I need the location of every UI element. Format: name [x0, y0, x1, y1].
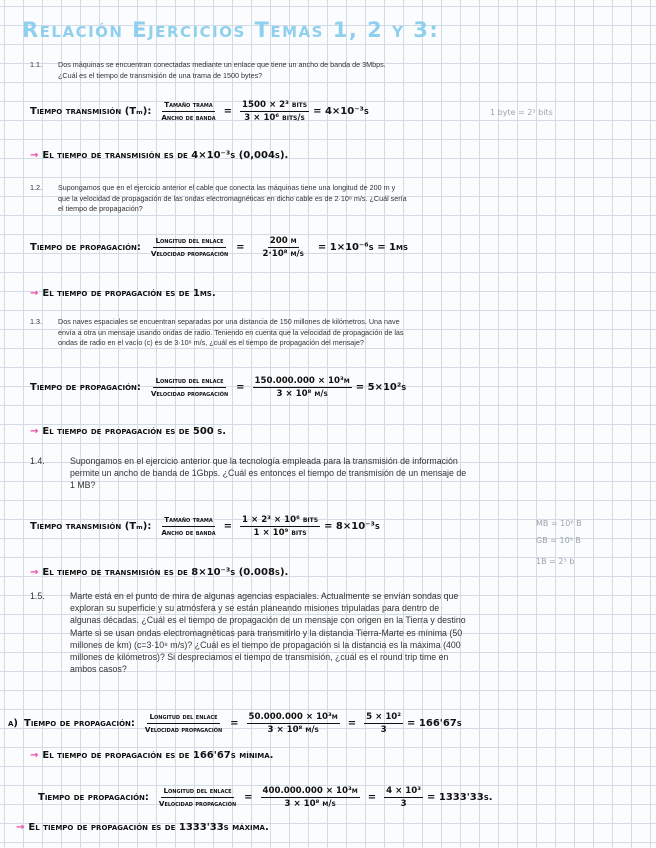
answer-1-4 [30, 567, 288, 578]
arrow-icon: → [30, 150, 39, 161]
fraction-denominator: 3 × 10⁸ m/s [284, 799, 336, 809]
fraction-numerator: Tamaño trama [162, 100, 215, 112]
fraction-denominator: Ancho de banda [161, 528, 216, 537]
formula-fraction-words [161, 100, 215, 123]
answer-text: El tiempo de transmisión es de 8×10⁻³s (0.008s). [42, 567, 289, 578]
fraction-denominator: 2·10⁸ m/s [262, 249, 304, 259]
answer-1-5-max [16, 822, 269, 833]
formula-1-4: Tiempo transmisión (Tₘ): $\frac{\text{Tamaño trama}}{\text{Ancho de banda}}$ = $\frac{\text{1 × 2³ × 10⁶ bits}}{\text{1 × 10⁹ bits}}$ = 8×10⁻³s [30, 515, 380, 538]
fraction-numerator: 4 × 10³ [386, 786, 422, 796]
side-note-mb: MB = 10⁶ B [536, 519, 582, 528]
arrow-icon: → [16, 822, 25, 833]
fraction-denominator: Velocidad propagación [150, 249, 229, 258]
question-1-4 [30, 455, 470, 493]
formula-fraction-words [151, 236, 228, 259]
fraction-numerator: 1 × 2³ × 10⁶ bits [242, 515, 319, 525]
fraction-numerator: Longitud del enlace [153, 236, 225, 248]
answer-text: El tiempo de propagación es de 500 s. [42, 426, 227, 437]
answer-1-3 [30, 426, 226, 437]
formula-fraction-words [151, 376, 228, 399]
formula-1-5-b: Tiempo de propagación: $\frac{\text{Longitud del enlace}}{\text{Velocidad propagación}}$ = $\frac{\text{400.000.000 × 10³m}}{\text{3 × 10⁸ m/s}}$ = $\frac{\text{4 × 10³}}{3}$ = 1333'33s. [38, 786, 493, 809]
formula-fraction-words [159, 786, 236, 809]
formula-1-3: Tiempo de propagación: $\frac{\text{Longitud del enlace}}{\text{Velocidad propagación}}$ = $\frac{\text{150.000.000 × 10³m}}{\text{3 × 10⁸ m/s}}$ = 5×10²s [30, 376, 407, 399]
fraction-denominator: 3 [400, 799, 407, 809]
formula-fraction-values [247, 712, 340, 735]
fraction-denominator: Velocidad propagación [150, 389, 229, 398]
formula-result: = 1333'33s. [427, 792, 493, 803]
fraction-numerator: Tamaño trama [162, 515, 215, 527]
formula-fraction-simplified [364, 712, 403, 735]
formula-result: = 1×10⁻⁶s = 1µs [317, 242, 409, 253]
page-title: Relación Ejercicios Temas 1, 2 y 3: [22, 18, 440, 42]
formula-fraction-values [240, 515, 320, 538]
formula-label: Tiempo de propagación: [38, 792, 149, 803]
side-note-gb: GB = 10⁹ B [536, 536, 581, 545]
fraction-numerator: 1500 × 2³ bits [242, 100, 308, 110]
question-1-3 [30, 317, 410, 361]
fraction-numerator: Longitud del enlace [161, 786, 233, 798]
question-1-2 [30, 183, 410, 217]
question-1-1 [30, 60, 390, 84]
answer-text: El tiempo de transmisión es de 4×10⁻³s (0,004s). [42, 150, 289, 161]
answer-1-5-min [30, 750, 273, 761]
fraction-numerator: Longitud del enlace [153, 376, 225, 388]
arrow-icon: → [30, 288, 39, 299]
arrow-icon: → [30, 750, 39, 761]
answer-1-2 [30, 288, 216, 299]
fraction-numerator: 5 × 10² [366, 712, 402, 722]
question-number: 1.5. [30, 591, 45, 601]
question-number: 1.2. [30, 183, 42, 192]
question-number: 1.4. [30, 456, 45, 466]
subquestion-marker: a) [8, 718, 18, 729]
arrow-icon: → [30, 426, 39, 437]
question-text: Supongamos en el ejercicio anterior que la tecnología empleada para la transmisión de información permite un ancho de banda de 1Gbps. ¿Cuál es entonces el tiempo de transmisión de un mensaje de 1 MB? [70, 456, 467, 491]
formula-fraction-simplified [384, 786, 423, 809]
side-note-byte: 1 byte = 2³ bits [490, 108, 553, 117]
side-note-byte-bits: 1B = 2³ b [536, 557, 575, 566]
formula-fraction-words [145, 712, 222, 735]
formula-1-1: Tiempo transmisión (Tₘ): $\frac{\text{Tamaño trama}}{\text{Ancho de banda}}$ = $\frac{\text{1500 × 2³ bits}}{\text{3 × 10⁶ bits/s}}$ = 4×10⁻³s [30, 100, 369, 123]
answer-1-1 [30, 150, 288, 161]
formula-fraction-values [253, 376, 352, 399]
formula-1-5-a: a) Tiempo de propagación: $\frac{\text{Longitud del enlace}}{\text{Velocidad propagación}}$ = $\frac{\text{50.000.000 × 10³m}}{\text{3 × 10⁸ m/s}}$ = $\frac{\text{5 × 10²}}{3}$ = 166'67s [8, 712, 462, 735]
formula-1-2: Tiempo de propagación: $\frac{\text{Longitud del enlace}}{\text{Velocidad propagación}}$ = $\frac{200 m}{\text{2·10⁸ m/s}}$ = 1×10⁻⁶s = 1µs [30, 236, 409, 259]
fraction-denominator: 1 × 10⁹ bits [253, 528, 307, 538]
fraction-denominator: 3 × 10⁸ m/s [276, 389, 328, 399]
fraction-numerator: Longitud del enlace [147, 712, 219, 724]
formula-result: = 5×10²s [355, 382, 407, 393]
formula-label: Tiempo de propagación: [24, 718, 135, 729]
answer-text: El tiempo de propagación es de 166'67s mínima. [42, 750, 274, 761]
formula-fraction-values [263, 236, 304, 259]
question-text: Supongamos que en el ejercicio anterior el cable que conecta las máquinas tiene una longitud de 200 m y que la velocidad de propagación de las ondas electromagnéticas en dicho cable es de 2·10⁸ m/s. ¿Cuál sería el tiempo de propagación? [58, 183, 407, 214]
question-text: Dos naves espaciales se encuentran separadas por una distancia de 150 millones de kilómetros. Una nave envía a otra un mensaje usando ondas de radio. Teniendo en cuenta que la velocidad de propagación de las ondas de radio en el vacío (c) es de 3·10⁸ m/s, ¿cuál es el tiempo de propagación del mensaje? [58, 317, 404, 348]
question-number: 1.1. [30, 60, 42, 69]
formula-fraction-values [261, 786, 360, 809]
fraction-denominator: Velocidad propagación [158, 799, 237, 808]
answer-text: El tiempo de propagación es de 1333'33s máxima. [28, 822, 269, 833]
formula-label: Tiempo de propagación: [30, 382, 141, 393]
formula-result: = 4×10⁻³s [313, 106, 369, 117]
fraction-denominator: 3 × 10⁸ m/s [267, 725, 319, 735]
arrow-icon: → [30, 567, 39, 578]
formula-label: Tiempo de propagación: [30, 242, 141, 253]
fraction-numerator: 200 m [269, 236, 297, 246]
fraction-denominator: 3 × 10⁶ bits/s [244, 113, 305, 123]
fraction-numerator: 50.000.000 × 10³m [248, 712, 338, 722]
answer-text: El tiempo de propagación es de 1µs. [42, 288, 216, 299]
fraction-numerator: 400.000.000 × 10³m [262, 786, 358, 796]
question-1-5 [30, 590, 470, 700]
question-number: 1.3. [30, 317, 42, 326]
fraction-numerator: 150.000.000 × 10³m [254, 376, 350, 386]
formula-fraction-words [161, 515, 215, 538]
question-text: Dos máquinas se encuentran conectadas mediante un enlace que tiene un ancho de banda de 3Mbps. ¿Cuál es el tiempo de transmisión de una trama de 1500 bytes? [58, 60, 386, 80]
question-text: Marte está en el punto de mira de algunas agencias espaciales. Actualmente se envían sondas que exploran su superficie y su atmósfera y se están planeando misiones tripuladas para dentro de algunas décadas. ¿Cuál es el tiempo de propagación de un mensaje con origen en la Tierra y destino Marte si se usan ondas electromagnéticas para transmitirlo y la distancia Tierra-Marte es mínima (50 millones de km) (c=3·10⁸ m/s)? ¿Cuál es el tiempo de propagación si la distancia es la máxima (400 millones de kilómetros)? Si despreciamos el tiempo de transmisión, ¿cuál es el round trip time en ambos casos? [70, 591, 466, 675]
formula-result: = 166'67s [407, 718, 462, 729]
formula-label: Tiempo transmisión (Tₘ): [30, 521, 152, 532]
formula-result: = 8×10⁻³s [324, 521, 380, 532]
formula-label: Tiempo transmisión (Tₘ): [30, 106, 152, 117]
fraction-denominator: Ancho de banda [161, 113, 216, 122]
fraction-denominator: Velocidad propagación [144, 725, 223, 734]
formula-fraction-values [240, 100, 309, 123]
fraction-denominator: 3 [380, 725, 387, 735]
